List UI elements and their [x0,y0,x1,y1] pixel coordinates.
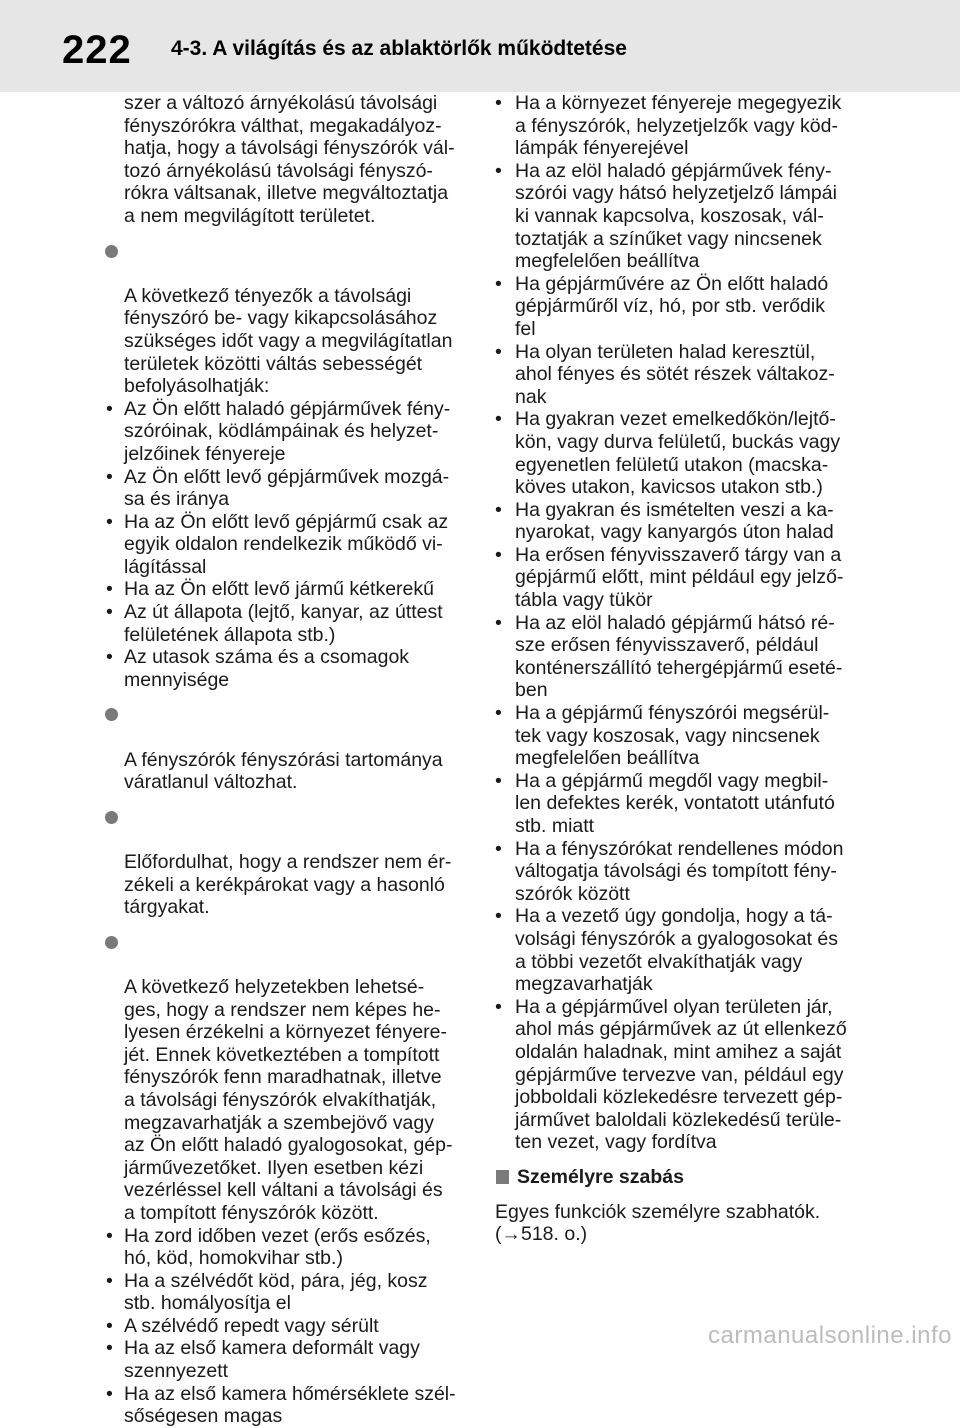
list-bullet-icon: • [495,905,502,928]
list-item: • Az utasok száma és a csomagok mennyisége [106,646,410,691]
list-bullet-icon: • [495,408,502,431]
continuation-paragraph: szer a változó árnyékolású távolsági fényszórókra válthat, megakadályoz- hatja, hogy a távolsági fényszórók vál- tozó árnyékolású távolsági fényszó- rókra váltsanak, illetve megváltoztatja a nem megvilágított területet. [124,92,455,227]
left-column [102,92,472,1428]
list-item: • Ha az első kamera hőmérséklete szél- sőségesen magas [106,1382,456,1428]
list-item: • Ha a gépjármű megdől vagy megbil- len defektes kerék, vontatott utánfutó stb. miatt [495,769,835,837]
customization-heading [495,1166,865,1189]
bullet-paragraph-3-text: Előfordulhat, hogy a rendszer nem ér- zékeli a kerékpárokat vagy a hasonló tárgyakat. [124,851,452,919]
page-number: 222 [62,28,132,72]
list-bullet-icon: • [495,702,502,725]
list-item: • Ha erősen fényvisszaverő tárgy van a gépjármű előtt, mint például egy jelző- tábla vagy tükör [495,543,844,612]
bullet-paragraph-2-text: A fényszórók fényszórási tartománya váratlanul változhat. [124,748,443,794]
list-bullet-icon: • [106,646,113,669]
list-item: • Ha az elöl haladó gépjárművek fény- szórói vagy hátsó helyzetjelző lámpái ki vannak kapcsolva, koszosak, vál- toztatják a színűket vagy nincsenek megfelelően beállítva [495,159,837,273]
list-item: • Ha olyan területen halad keresztül, ahol fényes és sötét részek váltakoz- nak [495,340,835,408]
list-bullet-icon: • [495,543,502,566]
list-item: • Ha zord időben vezet (erős esőzés, hó, köd, homokvihar stb.) [106,1224,431,1270]
list-item: • Ha a fényszórókat rendellenes módon váltogatja távolsági és tompított fény- szórók között [495,837,844,905]
list-bullet-icon: • [495,995,502,1018]
bullet-paragraph-1-text: A következő tényezők a távolsági fényszóró be- vagy kikapcsolásához szükséges időt vagy a megvilágítatlan területek közötti váltás sebességét befolyásolhatják: [124,284,453,398]
watermark: carmanualsonline.info [708,1322,952,1349]
bullet-paragraph-4 [102,931,472,1225]
list-bullet-icon: • [106,1269,113,1292]
list-bullet-icon: • [106,1382,113,1405]
list-bullet-icon: • [495,769,502,792]
list-bullet-icon: • [495,498,502,521]
list-item: • Ha gyakran vezet emelkedőkön/lejtő- kön, vagy durva felületű, buckás vagy egyenetlen felületű utakon (macska- köves utakon, kavicsos utakon stb.) [495,408,841,499]
list-bullet-icon: • [106,1337,113,1360]
list-bullet-icon: • [106,578,113,601]
right-column [495,92,865,1246]
customization-heading-text: Személyre szabás [517,1165,684,1188]
list-item: • Ha az Ön előtt levő gépjármű csak az egyik oldalon rendelkezik működő vi- lágítással [106,510,449,578]
square-bullet-icon [496,1170,509,1184]
list-item: • Ha az első kamera deformált vagy szennyezett [106,1337,420,1383]
bullet-paragraph-1 [102,240,472,398]
list-item: • Az Ön előtt haladó gépjárművek fény- szóróinak, ködlámpáinak és helyzet- jelzőinek fényereje [106,397,451,465]
list-bullet-icon: • [495,837,502,860]
list-bullet-icon: • [495,92,502,114]
list-bullet-icon: • [495,159,502,182]
bullet-paragraph-3 [102,806,472,919]
list-bullet-icon: • [106,397,113,420]
list-item: • Ha a környezet fényereje megegyezik a fényszórók, helyzetjelzők vagy köd- lámpák fényerejével [495,92,842,160]
bullet-paragraph-2 [102,703,472,793]
list-item: • Ha a szélvédőt köd, pára, jég, kosz stb. homályosítja el [106,1269,428,1315]
section-title: 4-3. A világítás és az ablaktörlők működtetése [171,37,627,60]
list-bullet-icon: • [106,1224,113,1247]
list-item: • Az Ön előtt levő gépjárművek mozgá- sa és iránya [106,465,450,511]
list-bullet-icon: • [106,601,113,624]
list-bullet-icon: • [106,1314,113,1337]
bullet-dot-icon [105,936,118,949]
bullet-dot-icon [105,708,118,721]
list-bullet-icon: • [495,340,502,363]
bullet-dot-icon [105,811,118,824]
list-item: • A szélvédő repedt vagy sérült [106,1314,379,1337]
list-item: • Ha gyakran és ismételten veszi a ka- nyarokat, vagy kanyargós úton halad [495,498,834,544]
list-item: • Ha a gépjárművel olyan területen jár, ahol más gépjárművek az út ellenkező oldalán haladnak, mint amihez a saját gépjárműve tervezve van, például egy jobboldali közlekedésre tervezett gép- járművet baloldali közlekedésű terüle- ten vezet, vagy fordítva [495,995,847,1154]
bullet-dot-icon [105,245,118,258]
list-bullet-icon: • [495,272,502,295]
list-item: • Ha az Ön előtt levő jármű kétkerekű [106,578,434,601]
list-item: • Ha a gépjármű fényszórói megsérül- tek vagy koszosak, vagy nincsenek megfelelően beállítva [495,702,830,770]
list-item: • Ha az elöl haladó gépjármű hátsó ré- sze erősen fényvisszaverő, például konténerszállító tehergépjármű eseté- ben [495,611,843,702]
bullet-paragraph-4-text: A következő helyzetekben lehetsé- ges, hogy a rendszer nem képes he- lyesen érzékelni a környezet fényere- jét. Ennek következtében a tompított fényszórók fenn maradhatnak, illetve a távolsági fényszórók elvakíthatják, megzavarhatják a szembejövő vagy az Ön előtt haladó gyalogosokat, gép- járművezetőket. Ilyen esetben kézi vezérléssel kell váltani a távolsági és a tompított fényszórók között. [124,975,453,1224]
list-bullet-icon: • [106,510,113,533]
list-bullet-icon: • [495,611,502,634]
list-item: • Az út állapota (lejtő, kanyar, az úttest felületének állapota stb.) [106,601,443,646]
list-item: • Ha a vezető úgy gondolja, hogy a tá- volsági fényszórók a gyalogosokat és a többi vezetőt elvakíthatják vagy megzavarhatják [495,905,839,996]
list-bullet-icon: • [106,465,113,488]
customization-text: Egyes funkciók személyre szabhatók. (→518. o.) [495,1200,821,1246]
list-item: • Ha gépjárművére az Ön előtt haladó gépjárműről víz, hó, por stb. verődik fel [495,272,829,340]
